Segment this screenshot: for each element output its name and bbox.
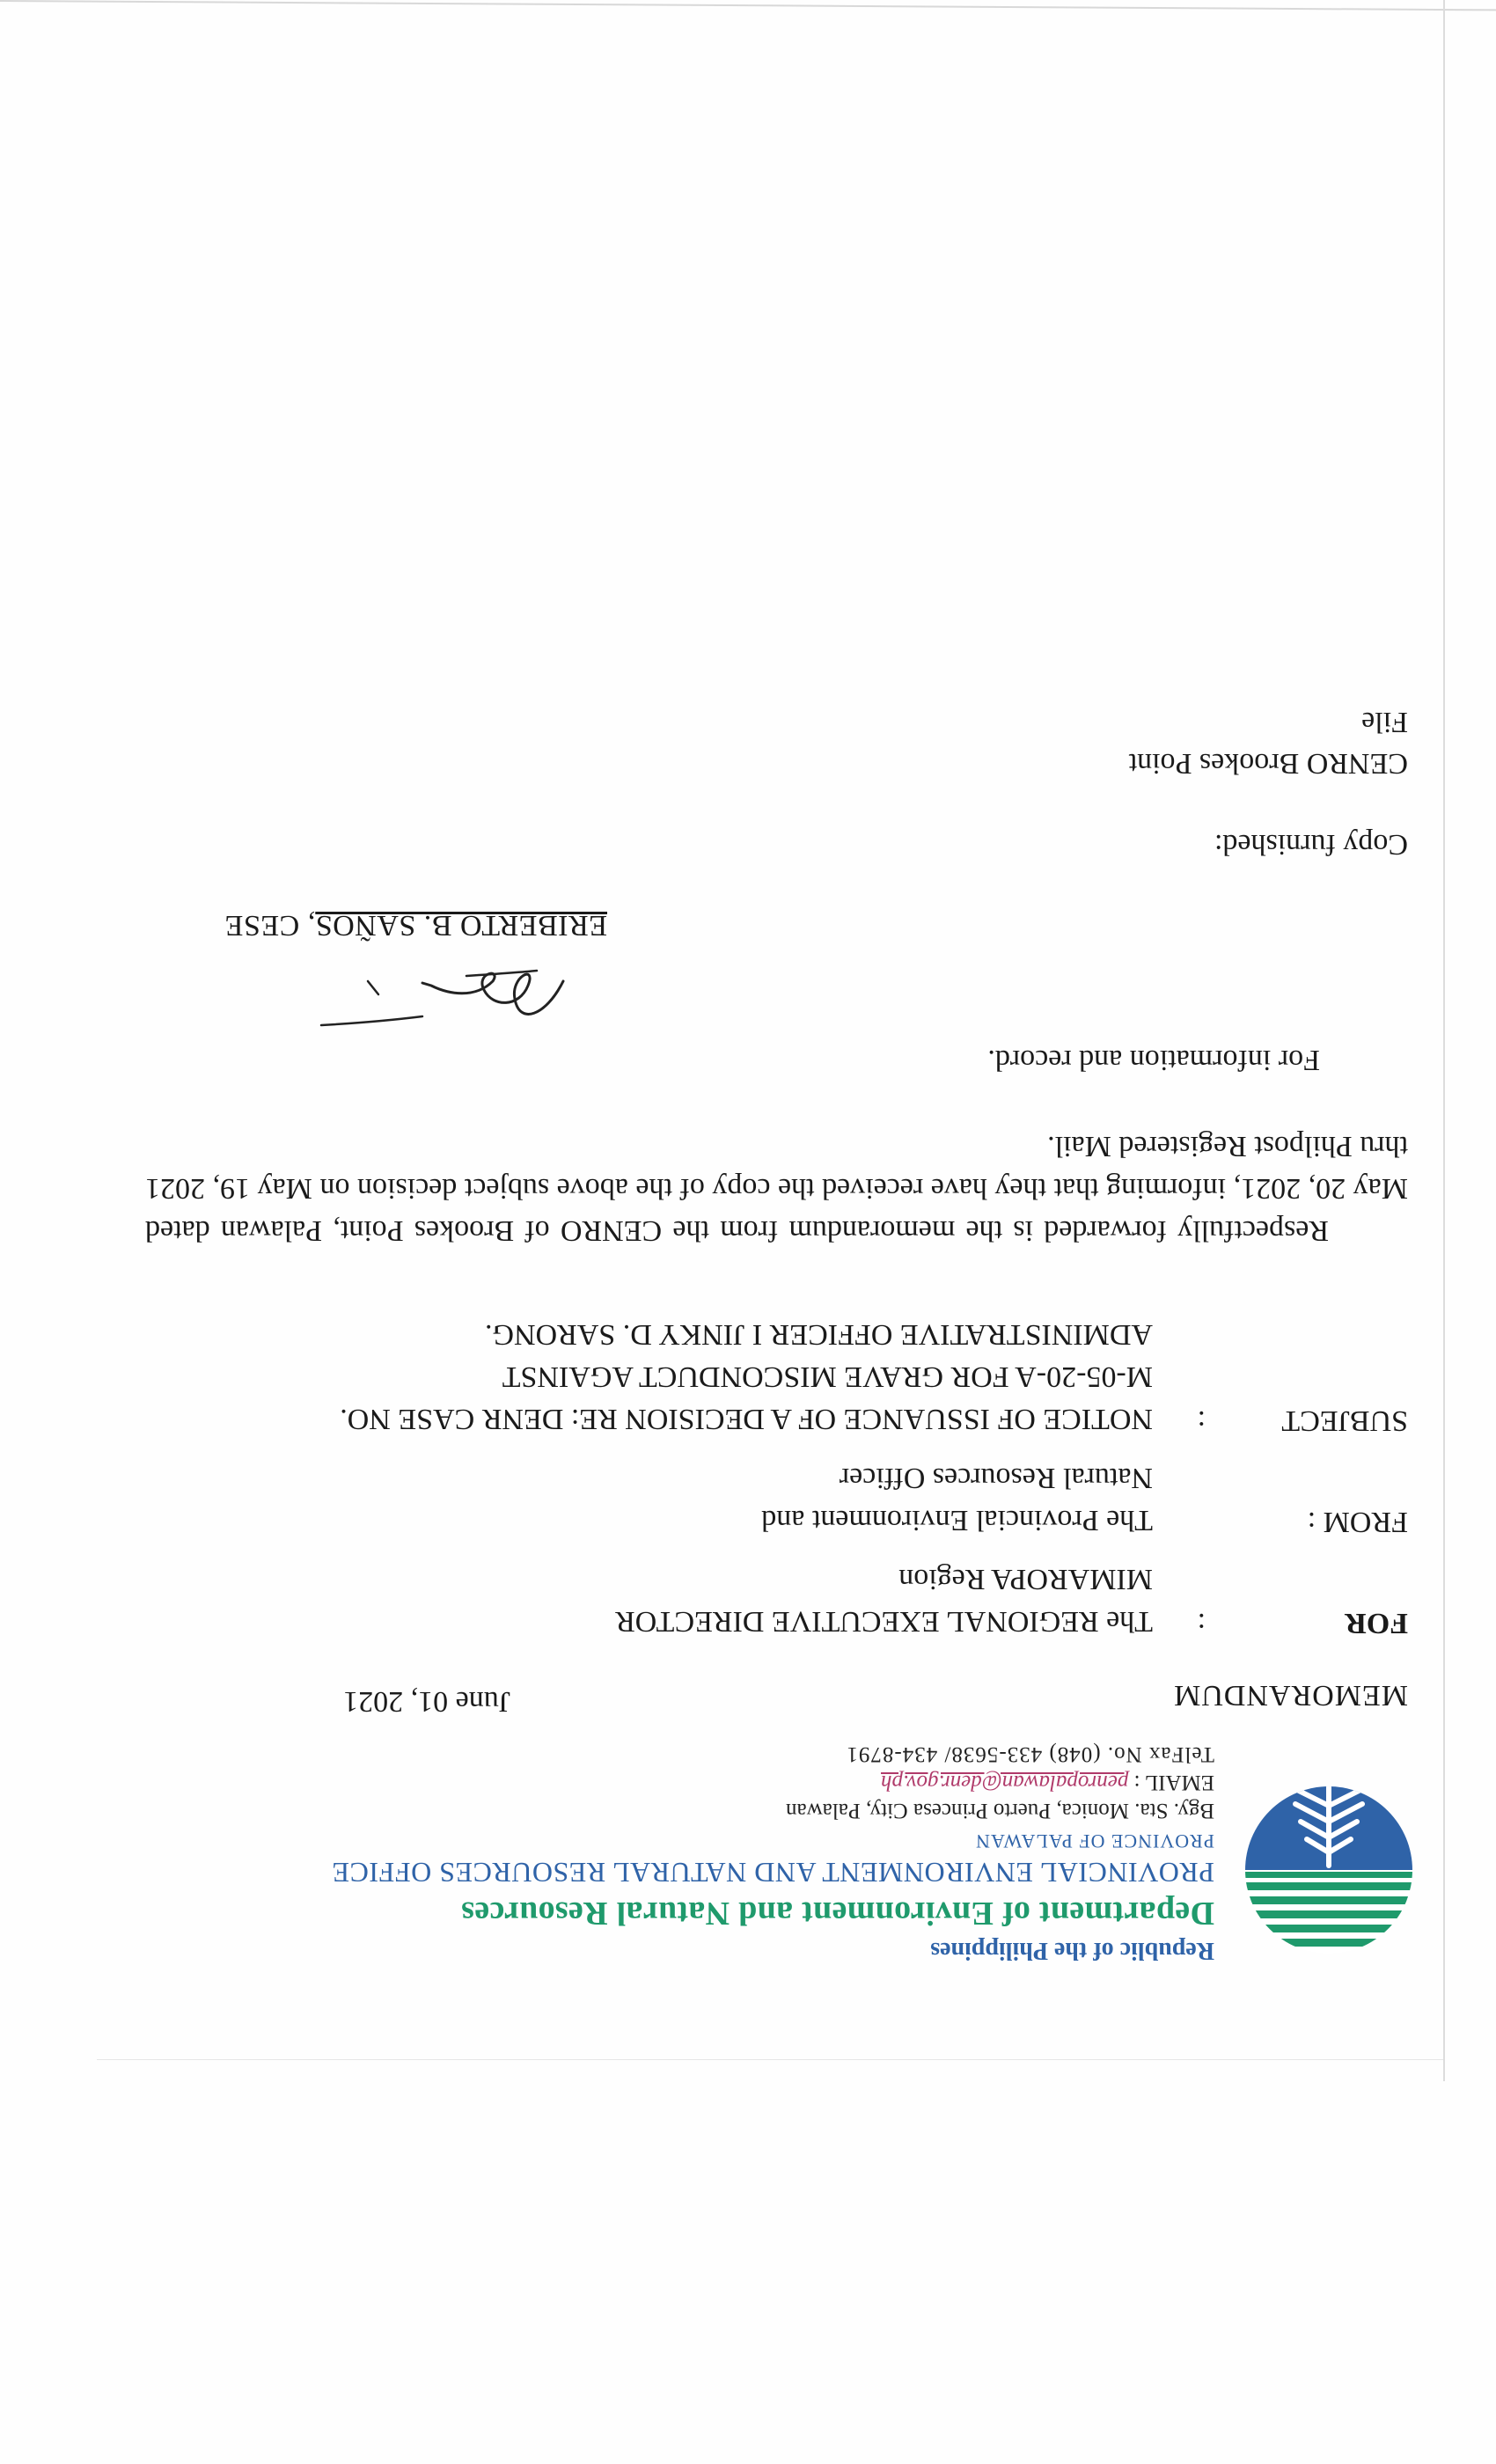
denr-logo-icon (1241, 1778, 1417, 1962)
telfax-number: TelFax No. (048) 433-5638/ 434-8791 (846, 1742, 1214, 1766)
letterhead-text (246, 1742, 1214, 1964)
email-link[interactable]: penropalawan@denr.gov.ph (881, 1771, 1129, 1794)
memo-body (145, 1125, 1408, 1251)
copy-furnished-label: Copy furnished: (1214, 828, 1408, 861)
from-line-1: The Provincial Environment and (761, 1504, 1153, 1536)
memorandum-sheet (88, 0, 1443, 2077)
memo-date: June 01, 2021 (343, 1685, 510, 1718)
memo-title: MEMORANDUM (1173, 1679, 1408, 1712)
from-label: FROM : (1307, 1506, 1408, 1538)
subject-value (141, 1313, 1153, 1440)
province-name: PROVINCE OF PALAWAN (975, 1830, 1214, 1852)
for-colon: : (1197, 1607, 1206, 1639)
subject-label: SUBJECT (1281, 1404, 1408, 1437)
signatory-title: , CESE (224, 909, 316, 942)
letterhead (114, 1742, 1434, 1971)
republic-line: Republic of the Philippines (930, 1937, 1214, 1964)
subject-colon: : (1197, 1404, 1206, 1437)
office-name: PROVINCIAL ENVIRONMENT AND NATURAL RESOURCES OFFICE (331, 1857, 1214, 1888)
body-text: Respectfully forwarded is the memorandum from the CENRO of Brookes Point, Palawan dated May 20, 2021, informing that they have received the copy of the above subject decision on May 19, 2021 thru Philpost Registered Mail. (145, 1130, 1408, 1247)
subject-line-1: NOTICE OF ISSUANCE OF A DECISION RE: DENR CASE NO. (340, 1403, 1153, 1435)
signatory-name-main: ERIBERTO B. SAÑOS (315, 909, 607, 942)
copy-furnished-item: CENRO Brookes Point (1128, 747, 1408, 780)
subject-line-2: M-05-20-A FOR GRAVE MISCONDUCT AGAINST (502, 1360, 1153, 1393)
from-value (141, 1456, 1153, 1541)
for-line-2: MIMAROPA Region (898, 1563, 1153, 1595)
scan-edge-right (1443, 0, 1445, 2081)
from-line-2: Natural Resources Officer (839, 1462, 1153, 1494)
office-email (246, 1770, 1214, 1794)
for-line-1: The REGIONAL EXECUTIVE DIRECTOR (615, 1605, 1153, 1638)
office-address: Bgy. Sta. Monica, Puerto Princesa City, Palawan (786, 1799, 1214, 1822)
closing-line: For information and record. (987, 1044, 1320, 1076)
copy-furnished-item: File (1361, 706, 1408, 738)
signatory-name (224, 908, 607, 942)
email-label: EMAIL : (1133, 1771, 1214, 1794)
handwritten-signature (317, 955, 598, 1034)
department-name: Department of Environment and Natural Resources (460, 1895, 1214, 1932)
for-label: FOR (1345, 1607, 1408, 1639)
for-value (141, 1558, 1153, 1642)
subject-line-3: ADMINISTRATIVE OFFICER I JINKY D. SARONG. (484, 1318, 1153, 1351)
